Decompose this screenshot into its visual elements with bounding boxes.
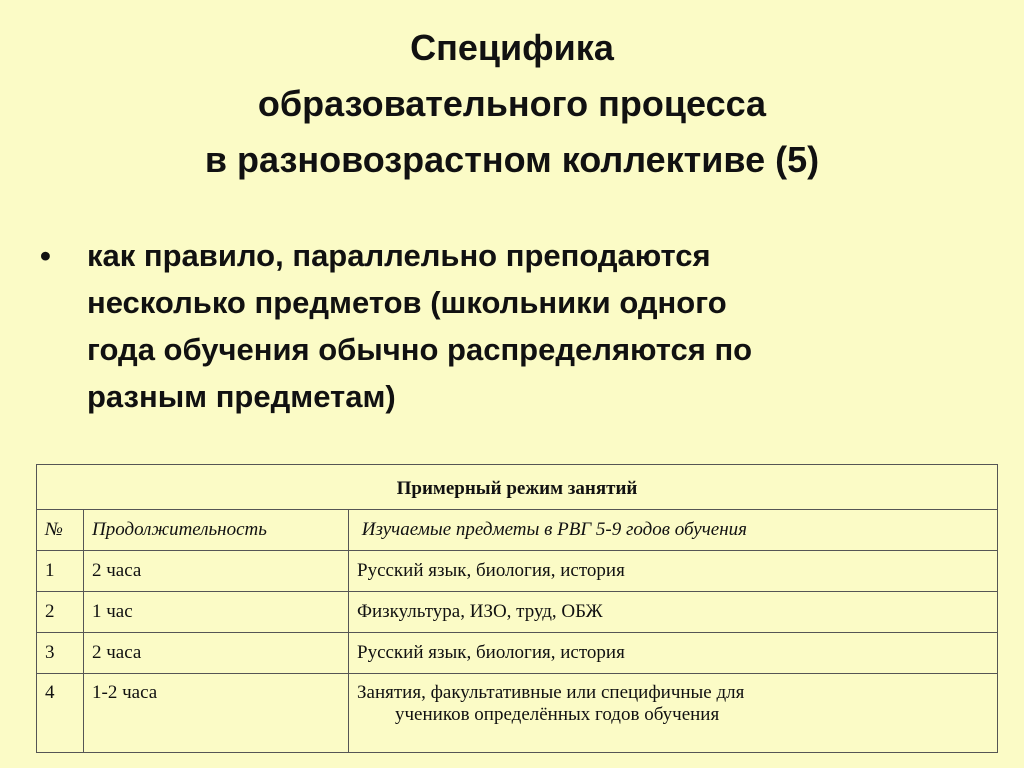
- slide-title: [0, 20, 1024, 188]
- title-line: в разновозрастном коллективе (5): [204, 139, 820, 180]
- bullet-line: как правило, параллельно преподаются: [87, 238, 711, 273]
- cell-subjects: Физкультура, ИЗО, труд, ОБЖ: [349, 592, 998, 633]
- cell-number: 3: [37, 633, 84, 674]
- cell-subjects: [349, 674, 998, 753]
- bullet-line: несколько предметов (школьники одного: [87, 285, 727, 320]
- bullet-marker: •: [40, 238, 51, 273]
- cell-subjects: Русский язык, биология, история: [349, 633, 998, 674]
- table-caption: Примерный режим занятий: [37, 465, 998, 510]
- cell-number: 4: [37, 674, 84, 753]
- table-row: [37, 674, 998, 753]
- cell-subjects-line: учеников определённых годов обучения: [395, 704, 720, 725]
- cell-subjects: Русский язык, биология, история: [349, 551, 998, 592]
- cell-duration: 2 часа: [84, 633, 349, 674]
- table-row: [37, 551, 998, 592]
- bullet-line: разным предметам): [87, 379, 396, 414]
- header-number: №: [37, 510, 84, 551]
- table-row: [37, 633, 998, 674]
- cell-number: 2: [37, 592, 84, 633]
- header-duration: Продолжительность: [84, 510, 349, 551]
- title-line: Специфика: [410, 27, 614, 68]
- bullet-text: [87, 232, 987, 420]
- cell-duration: 1 час: [84, 592, 349, 633]
- cell-duration: 2 часа: [84, 551, 349, 592]
- bullet-line: года обучения обычно распределяются по: [87, 332, 753, 367]
- cell-subjects-line: Занятия, факультативные или специфичные для: [357, 682, 745, 703]
- header-subjects: Изучаемые предметы в РВГ 5-9 годов обучения: [349, 510, 998, 551]
- cell-duration: 1-2 часа: [84, 674, 349, 753]
- cell-number: 1: [37, 551, 84, 592]
- schedule-table: [36, 464, 998, 753]
- table-header-row: [37, 510, 998, 551]
- table-row: [37, 592, 998, 633]
- title-line: образовательного процесса: [257, 83, 767, 124]
